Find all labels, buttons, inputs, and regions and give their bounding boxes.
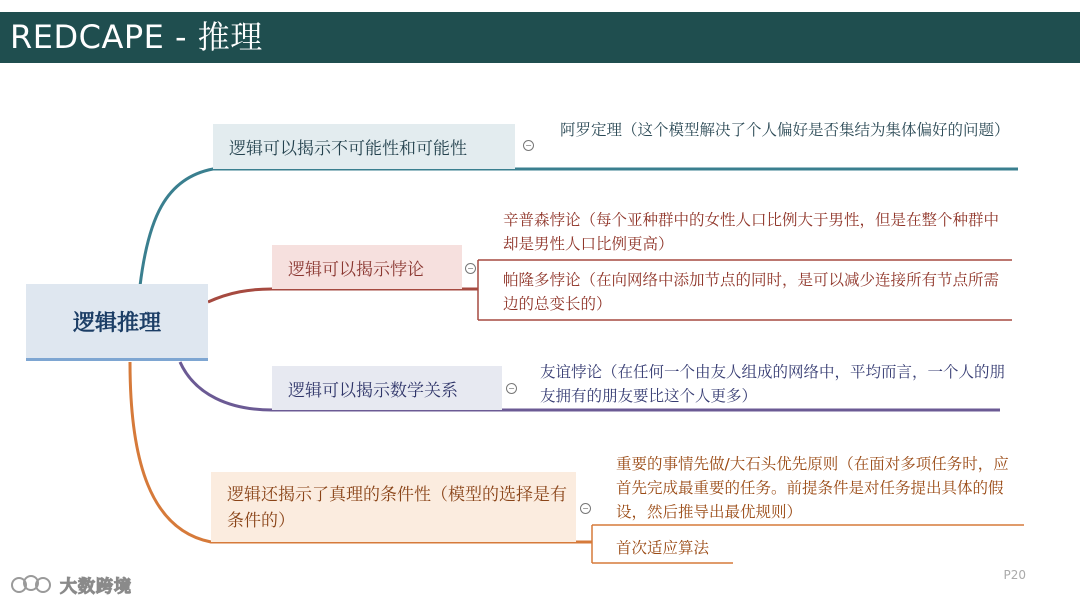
collapse-icon: −: [580, 503, 591, 514]
watermark-text: 大数跨境: [60, 577, 132, 597]
collapse-icon: −: [465, 263, 476, 274]
page-number: P20: [1003, 568, 1026, 582]
leaf-node: 首次适应算法: [616, 539, 710, 557]
leaf-node: 友谊悖论（在任何一个由友人组成的网络中，平均而言，一个人的朋友拥有的朋友要比这个人更多）: [540, 363, 1006, 405]
collapse-icon: −: [506, 383, 517, 394]
slide-title: REDCAPE - 推理: [10, 18, 263, 56]
connector-branch-2: [208, 289, 478, 302]
branch-node-2: 逻辑可以揭示悖论: [272, 245, 462, 289]
leaf-node: 帕隆多悖论（在向网络中添加节点的同时，是可以减少连接所有节点所需边的总变长的）: [503, 271, 1000, 313]
watermark-logo: [10, 572, 132, 597]
root-node: 逻辑推理: [26, 284, 208, 361]
branch-node-3: 逻辑可以揭示数学关系: [272, 366, 502, 410]
leaf-node: 辛普森悖论（每个亚种群中的女性人口比例大于男性，但是在整个种群中却是男性人口比例更高）: [503, 211, 1000, 253]
collapse-icon: −: [523, 140, 534, 151]
branch-node-4: 逻辑还揭示了真理的条件性（模型的选择是有条件的）: [211, 472, 576, 542]
leaf-node: 阿罗定理（这个模型解决了个人偏好是否集结为集体偏好的问题）: [560, 121, 1010, 139]
branch-node-1: 逻辑可以揭示不可能性和可能性: [213, 124, 515, 169]
leaf-node: 重要的事情先做/大石头优先原则（在面对多项任务时，应首先完成最重要的任务。前提条件是对任务提出具体的假设，然后推导出最优规则）: [616, 455, 1009, 521]
logo-icon: [10, 573, 54, 597]
